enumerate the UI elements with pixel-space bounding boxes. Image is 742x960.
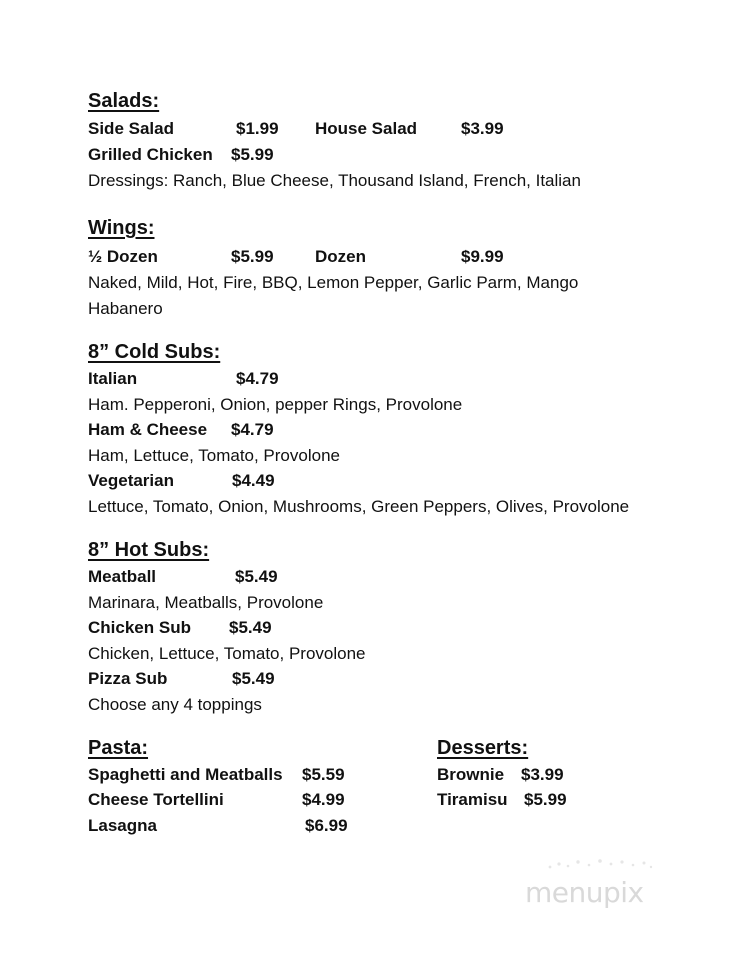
ham-cheese-desc: Ham, Lettuce, Tomato, Provolone bbox=[88, 446, 340, 465]
chicken-sub-price: $5.49 bbox=[229, 618, 272, 637]
italian-name: Italian bbox=[88, 369, 138, 388]
wings-heading: Wings: bbox=[88, 217, 155, 239]
cold-subs-heading: 8” Cold Subs: bbox=[88, 341, 221, 363]
tortellini-price: $4.99 bbox=[302, 790, 345, 809]
meatball-desc: Marinara, Meatballs, Provolone bbox=[88, 593, 324, 612]
spaghetti-price: $5.59 bbox=[302, 765, 345, 784]
meatball-name: Meatball bbox=[88, 567, 157, 586]
brownie-price: $3.99 bbox=[521, 765, 564, 784]
dozen-name: Dozen bbox=[315, 247, 366, 266]
italian-price: $4.79 bbox=[236, 369, 279, 388]
dozen-price: $9.99 bbox=[461, 247, 504, 266]
dressings-text: Dressings: Ranch, Blue Cheese, Thousand Island, French, Italian bbox=[88, 171, 581, 190]
spaghetti-name: Spaghetti and Meatballs bbox=[88, 765, 283, 784]
pizza-sub-desc: Choose any 4 toppings bbox=[88, 695, 262, 714]
grilled-chicken-name: Grilled Chicken bbox=[88, 145, 213, 164]
menupix-watermark: menupix bbox=[525, 876, 644, 909]
hot-subs-heading: 8” Hot Subs: bbox=[88, 539, 210, 561]
pizza-sub-price: $5.49 bbox=[232, 669, 275, 688]
grilled-chicken-price: $5.99 bbox=[231, 145, 274, 164]
vegetarian-price: $4.49 bbox=[232, 471, 275, 490]
chicken-sub-name: Chicken Sub bbox=[88, 618, 191, 637]
vegetarian-name: Vegetarian bbox=[88, 471, 174, 490]
lasagna-name: Lasagna bbox=[88, 816, 157, 835]
ham-cheese-name: Ham & Cheese bbox=[88, 420, 208, 439]
pizza-sub-name: Pizza Sub bbox=[88, 669, 168, 688]
ham-cheese-price: $4.79 bbox=[231, 420, 274, 439]
wing-flavors-line1: Naked, Mild, Hot, Fire, BBQ, Lemon Pepper, Garlic Parm, Mango bbox=[88, 273, 579, 292]
desserts-heading: Desserts: bbox=[437, 737, 529, 759]
lasagna-price: $6.99 bbox=[305, 816, 348, 835]
house-salad-name: House Salad bbox=[315, 119, 418, 138]
meatball-price: $5.49 bbox=[235, 567, 278, 586]
side-salad-price: $1.99 bbox=[236, 119, 279, 138]
house-salad-price: $3.99 bbox=[461, 119, 504, 138]
tortellini-name: Cheese Tortellini bbox=[88, 790, 224, 809]
pasta-heading: Pasta: bbox=[88, 737, 149, 759]
watermark-dots bbox=[545, 858, 655, 870]
tiramisu-name: Tiramisu bbox=[437, 790, 508, 809]
half-dozen-name: ½ Dozen bbox=[88, 247, 158, 266]
wing-flavors-line2: Habanero bbox=[88, 299, 163, 318]
side-salad-name: Side Salad bbox=[88, 119, 174, 138]
chicken-sub-desc: Chicken, Lettuce, Tomato, Provolone bbox=[88, 644, 366, 663]
brownie-name: Brownie bbox=[437, 765, 505, 784]
tiramisu-price: $5.99 bbox=[524, 790, 567, 809]
vegetarian-desc: Lettuce, Tomato, Onion, Mushrooms, Green Peppers, Olives, Provolone bbox=[88, 497, 630, 516]
salads-heading: Salads: bbox=[88, 90, 160, 112]
half-dozen-price: $5.99 bbox=[231, 247, 274, 266]
italian-desc: Ham. Pepperoni, Onion, pepper Rings, Provolone bbox=[88, 395, 463, 414]
